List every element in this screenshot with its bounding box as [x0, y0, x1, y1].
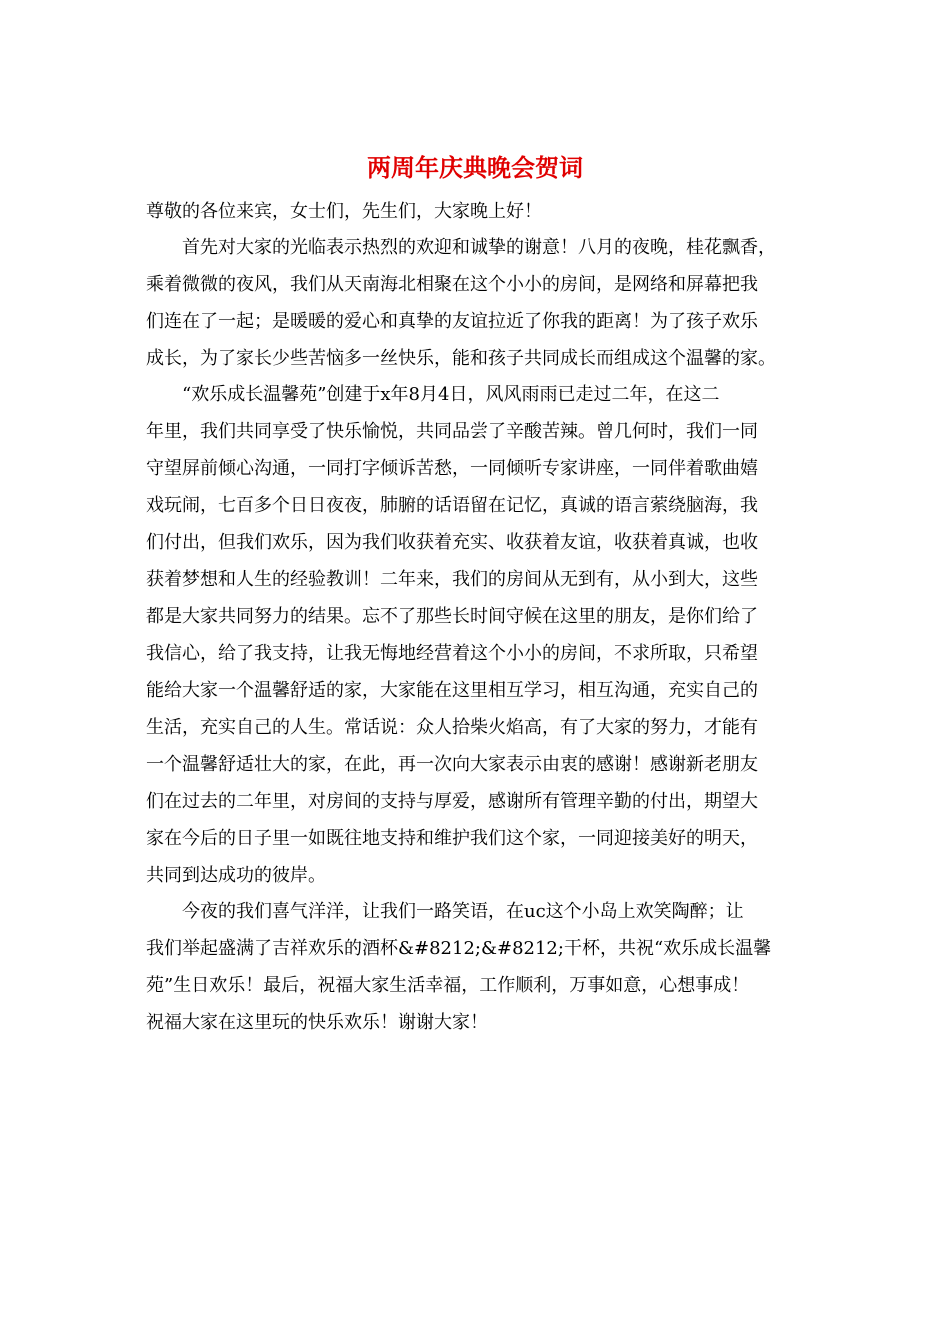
document-title: 两周年庆典晚会贺词: [367, 153, 583, 182]
paragraph-line: 们付出，但我们欢乐，因为我们收获着充实、收获着友谊，收获着真诚，也收: [146, 532, 758, 553]
paragraph-line: 年里，我们共同享受了快乐愉悦，共同品尝了辛酸苦辣。曾几何时，我们一同: [146, 421, 758, 442]
paragraph-line: 获着梦想和人生的经验教训！二年来，我们的房间从无到有，从小到大，这些: [146, 569, 758, 590]
paragraph-line: 苑”生日欢乐！最后，祝福大家生活幸福，工作顺利，万事如意，心想事成！: [146, 975, 750, 996]
paragraph-line: 守望屏前倾心沟通，一同打字倾诉苦愁，一同倾听专家讲座，一同伴着歌曲嬉: [146, 458, 758, 479]
paragraph-line: 们在过去的二年里，对房间的支持与厚爱，感谢所有管理辛勤的付出，期望大: [146, 791, 758, 812]
paragraph-line: 首先对大家的光临表示热烈的欢迎和诚挚的谢意！八月的夜晚，桂花飘香，: [182, 237, 776, 258]
paragraph-line: “欢乐成长温馨苑”创建于x年8月4日，风风雨雨已走过二年，在这二: [182, 384, 720, 405]
paragraph-line: 们连在了一起；是暖暖的爱心和真挚的友谊拉近了你我的距离！为了孩子欢乐: [146, 311, 758, 332]
paragraph-line: 生活，充实自己的人生。常话说：众人拾柴火焰高，有了大家的努力，才能有: [146, 717, 758, 738]
paragraph-line: 戏玩闹，七百多个日日夜夜，肺腑的话语留在记忆，真诚的语言萦绕脑海，我: [146, 495, 758, 516]
paragraph-line: 乘着微微的夜风，我们从天南海北相聚在这个小小的房间，是网络和屏幕把我: [146, 274, 758, 295]
paragraph-line: 我信心，给了我支持，让我无悔地经营着这个小小的房间，不求所取，只希望: [146, 643, 758, 664]
paragraph-line: 祝福大家在这里玩的快乐欢乐！谢谢大家！: [146, 1012, 488, 1033]
paragraph-line: 成长，为了家长少些苦恼多一丝快乐，能和孩子共同成长而组成这个温馨的家。: [146, 348, 776, 369]
paragraph-line: 我们举起盛满了吉祥欢乐的酒杯&#8212;&#8212;干杯，共祝“欢乐成长温馨: [146, 938, 772, 959]
paragraph-line: 都是大家共同努力的结果。忘不了那些长时间守候在这里的朋友，是你们给了: [146, 606, 758, 627]
paragraph-line: 今夜的我们喜气洋洋，让我们一路笑语，在uc这个小岛上欢笑陶醉；让: [182, 901, 744, 922]
paragraph-line: 家在今后的日子里一如既往地支持和维护我们这个家，一同迎接美好的明天，: [146, 828, 758, 849]
paragraph-line: 能给大家一个温馨舒适的家，大家能在这里相互学习，相互沟通，充实自己的: [146, 680, 758, 701]
paragraph-line: 共同到达成功的彼岸。: [146, 865, 326, 886]
paragraph-line: 一个温馨舒适壮大的家，在此，再一次向大家表示由衷的感谢！感谢新老朋友: [146, 754, 758, 775]
greeting-line: 尊敬的各位来宾，女士们，先生们，大家晚上好！: [146, 201, 542, 222]
